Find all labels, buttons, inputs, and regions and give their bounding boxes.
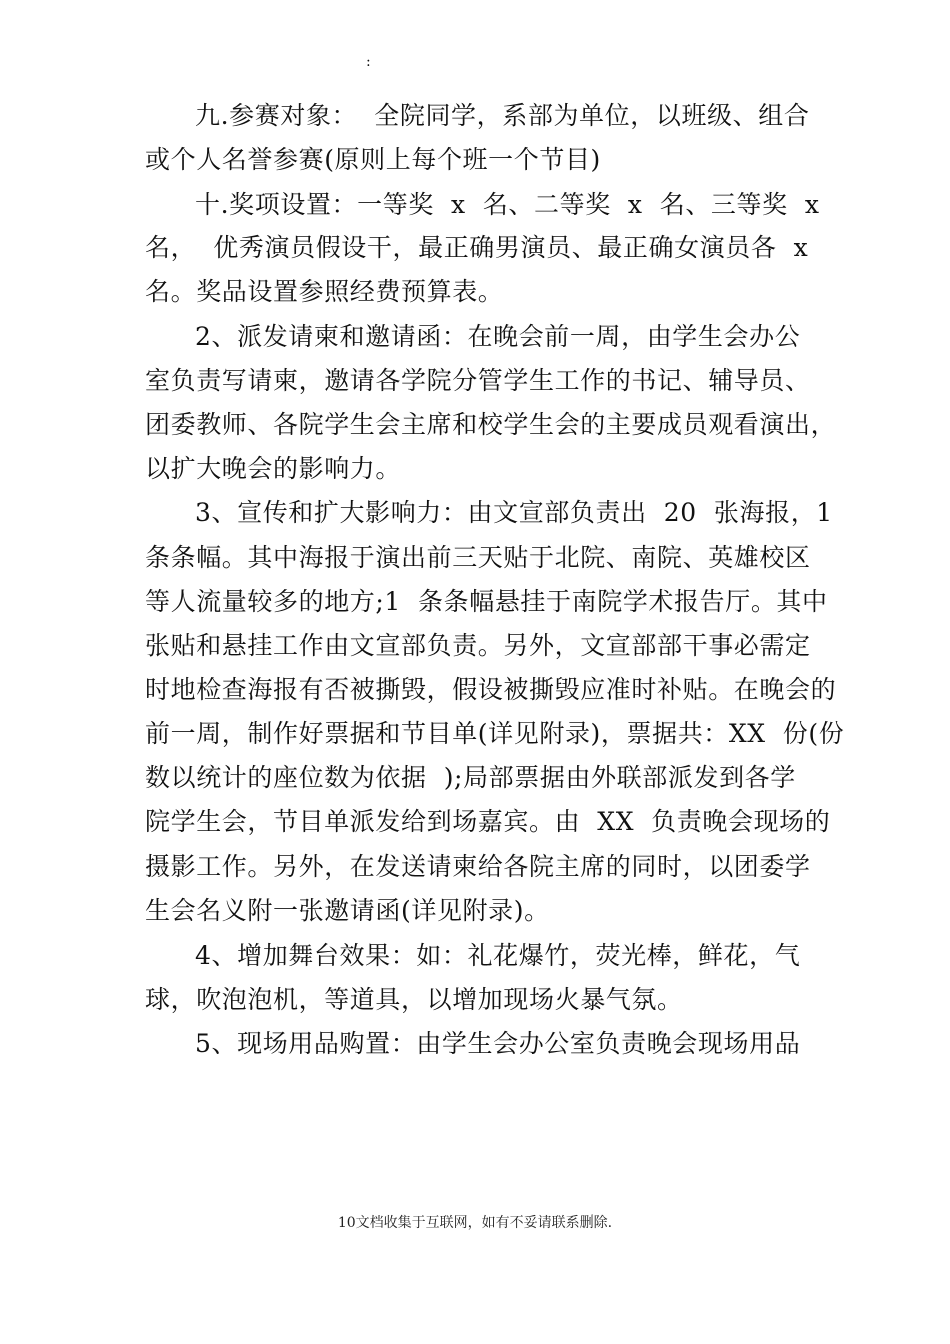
text-line: 张贴和悬挂工作由文宣部负责。另外，文宣部部干事必需定 xyxy=(145,631,811,660)
header-mark: : xyxy=(366,54,371,70)
text-line: 名， 优秀演员假设干，最正确男演员、最正确女演员各 x xyxy=(145,233,809,262)
text-line: 室负责写请柬，邀请各学院分管学生工作的书记、辅导员、 xyxy=(145,366,811,395)
text-line: 摄影工作。另外，在发送请柬给各院主席的同时，以团委学 xyxy=(145,852,811,881)
page-footer: 10文档收集于互联网，如有不妥请联系删除. xyxy=(337,1215,613,1231)
text-line: 4、增加舞台效果：如：礼花爆竹，荧光棒，鲜花，气 xyxy=(195,941,801,970)
text-line: 条条幅。其中海报于演出前三天贴于北院、南院、英雄校区 xyxy=(145,543,811,572)
text-line: 或个人名誉参赛(原则上每个班一个节目) xyxy=(145,145,601,174)
text-line: 十.奖项设置：一等奖 x 名、二等奖 x 名、三等奖 x xyxy=(195,190,820,219)
text-line: 以扩大晚会的影响力。 xyxy=(145,454,402,483)
text-line: 数以统计的座位数为依据 );局部票据由外联部派发到各学 xyxy=(145,763,796,792)
text-line: 2、派发请柬和邀请函：在晚会前一周，由学生会办公 xyxy=(195,322,801,351)
text-line: 等人流量较多的地方;1 条条幅悬挂于南院学术报告厅。其中 xyxy=(145,587,828,616)
text-line: 3、宣传和扩大影响力：由文宣部负责出 20 张海报，1 xyxy=(195,498,833,527)
text-line: 5、现场用品购置：由学生会办公室负责晚会现场用品 xyxy=(195,1029,801,1058)
text-line: 九.参赛对象： 全院同学，系部为单位，以班级、组合 xyxy=(195,101,810,130)
text-line: 时地检查海报有否被撕毁，假设被撕毁应准时补贴。在晚会的 xyxy=(145,675,837,704)
text-line: 名。奖品设置参照经费预算表。 xyxy=(145,277,504,306)
text-line: 团委教师、各院学生会主席和校学生会的主要成员观看演出， xyxy=(145,410,837,439)
text-line: 前一周，制作好票据和节目单(详见附录)，票据共：XX 份(份 xyxy=(145,719,845,748)
text-line: 生会名义附一张邀请函(详见附录)。 xyxy=(145,896,550,925)
text-line: 院学生会，节目单派发给到场嘉宾。由 XX 负责晚会现场的 xyxy=(145,807,831,836)
text-line: 球，吹泡泡机，等道具，以增加现场火暴气氛。 xyxy=(145,985,683,1014)
